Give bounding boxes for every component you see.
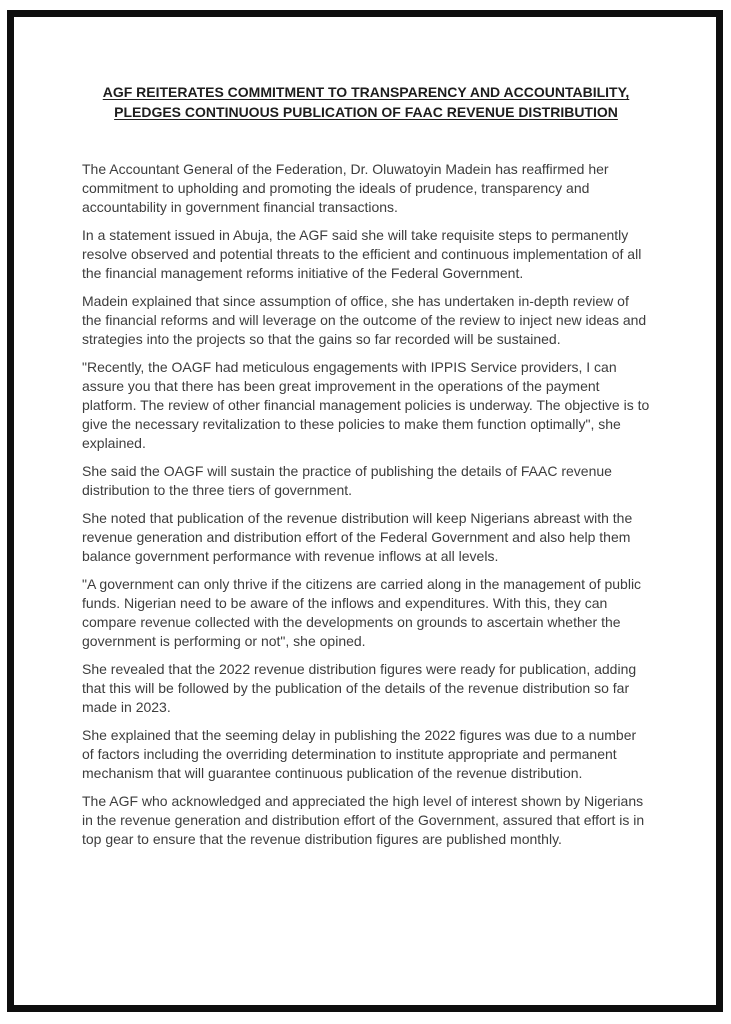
paragraph: The Accountant General of the Federation, Dr. Oluwatoyin Madein has reaffirmed her commitment to upholding and promoting the ideals of prudence, transparency and accountability in government financial transactions. [82, 161, 609, 215]
document-content [14, 17, 716, 849]
paragraph: She explained that the seeming delay in publishing the 2022 figures was due to a number of factors including the overriding determination to institute appropriate and permanent mechanism that will guarantee continuous publication of the revenue distribution. [82, 727, 637, 781]
document-body [82, 160, 650, 849]
paragraph: "Recently, the OAGF had meticulous engagements with IPPIS Service providers, I can assure you that there has been great improvement in the operations of the payment platform. The review of other financial management policies is underway. The objective is to give the necessary revitalization to these policies to make them function optimally", she explained. [82, 359, 650, 451]
paragraph: She said the OAGF will sustain the practice of publishing the details of FAAC revenue distribution to the three tiers of government. [82, 463, 612, 498]
paragraph: She noted that publication of the revenue distribution will keep Nigerians abreast with the revenue generation and distribution effort of the Federal Government and also help them balance government performance with revenue inflows at all levels. [82, 510, 633, 564]
document-border-frame [7, 10, 723, 1012]
paragraph: "A government can only thrive if the citizens are carried along in the management of public funds. Nigerian need to be aware of the inflows and expenditures. With this, they can compare revenue collected with the developments on grounds to ascertain whether the government is performing or not", she opined. [82, 576, 642, 649]
document-title: AGF REITERATES COMMITMENT TO TRANSPARENCY AND ACCOUNTABILITY, PLEDGES CONTINUOUS PUBLICATION OF FAAC REVENUE DISTRIBUTION [102, 84, 630, 120]
paragraph: The AGF who acknowledged and appreciated the high level of interest shown by Nigerians in the revenue generation and distribution effort of the Government, assured that effort is in top gear to ensure that the revenue distribution figures are published monthly. [82, 793, 645, 847]
paragraph: Madein explained that since assumption of office, she has undertaken in-depth review of the financial reforms and will leverage on the outcome of the review to inject new ideas and strategies into the projects so that the gains so far recorded will be sustained. [82, 293, 647, 347]
paragraph: In a statement issued in Abuja, the AGF said she will take requisite steps to permanently resolve observed and potential threats to the efficient and continuous implementation of all the financial management reforms initiative of the Federal Government. [82, 227, 642, 281]
paragraph: She revealed that the 2022 revenue distribution figures were ready for publication, adding that this will be followed by the publication of the details of the revenue distribution so far made in 2023. [82, 661, 637, 715]
